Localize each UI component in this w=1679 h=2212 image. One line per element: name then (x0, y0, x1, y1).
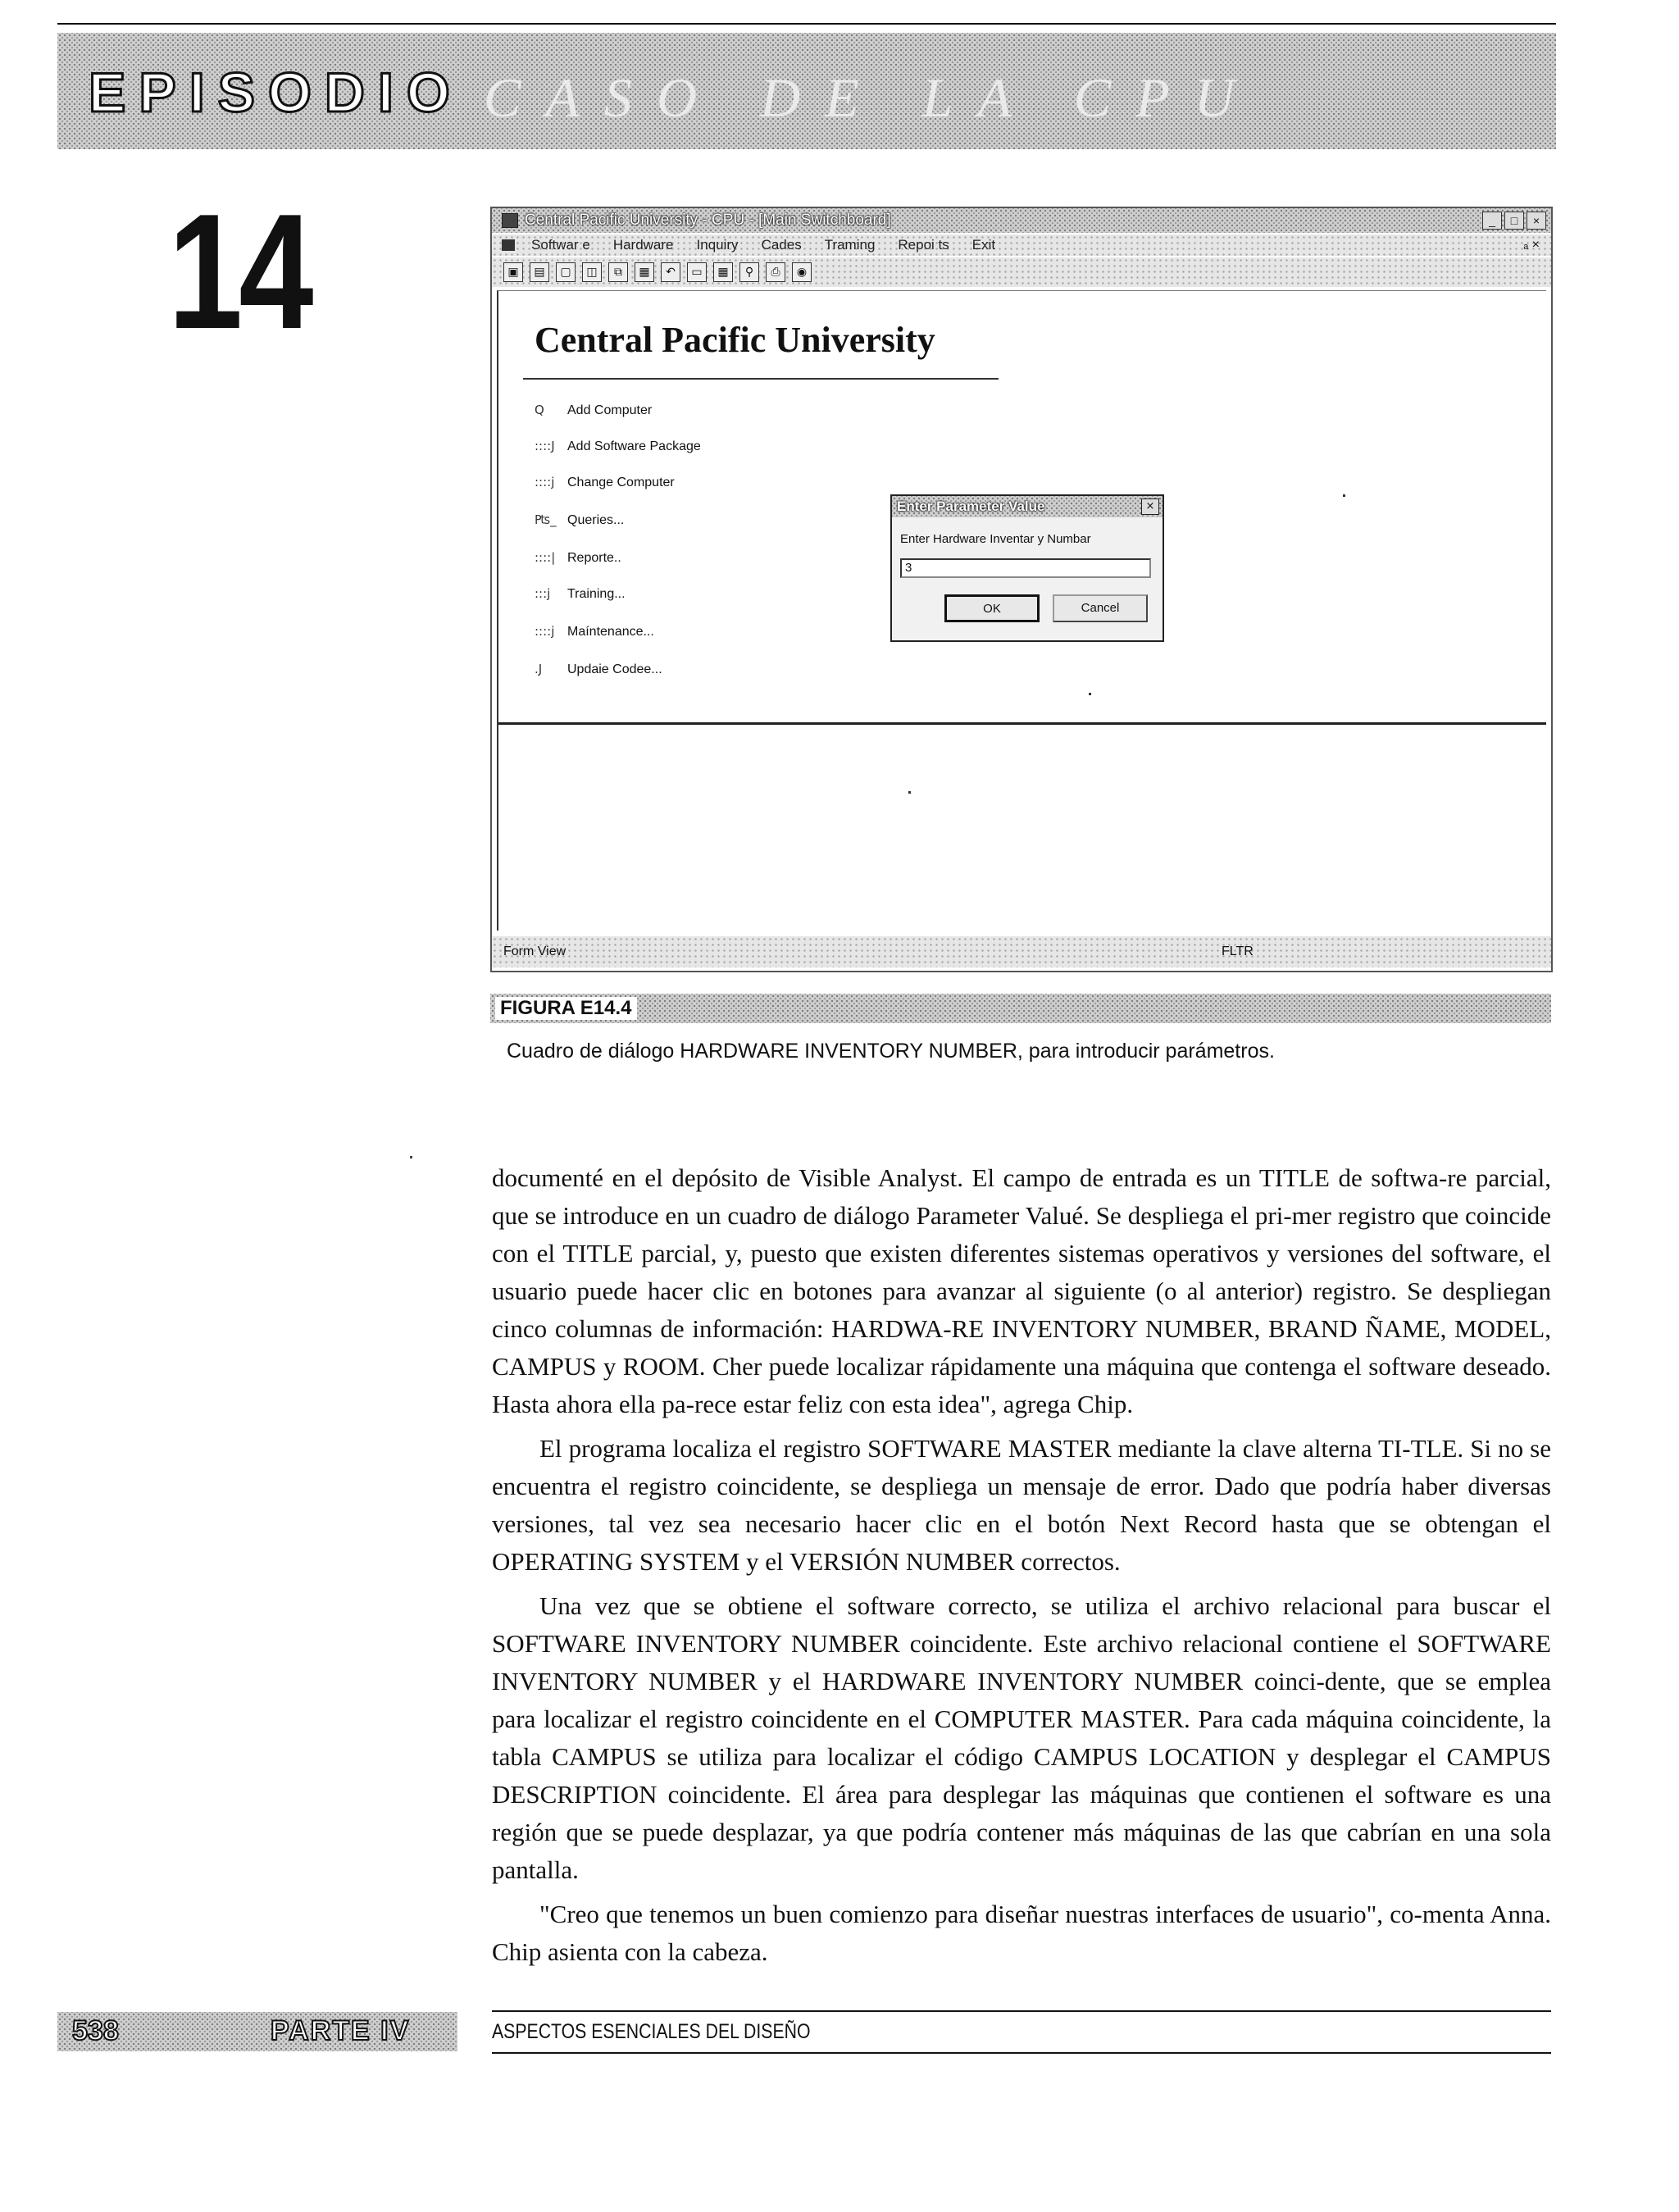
menu-inquiry[interactable]: Inquiry (696, 237, 739, 253)
title-divider (523, 378, 999, 380)
switchboard-button-icon[interactable]: ₧_ (535, 512, 557, 527)
switchboard-item-queries[interactable] (535, 512, 624, 529)
new-icon[interactable]: ▢ (556, 262, 576, 282)
menu-exit[interactable]: Exit (971, 237, 996, 253)
figure-label: FIGURA E14.4 (495, 997, 637, 1020)
switchboard-item-maintenance[interactable] (535, 624, 654, 640)
scan-speck (410, 1156, 412, 1158)
table-icon[interactable]: ▦ (713, 262, 733, 282)
paragraph: El programa localiza el registro SOFTWARE MASTER mediante la clave alterna TI-TLE. Si no se encuentra el registro coincidente, se despliega un mensaje de error. Dado que podría haber diversas versiones, tal vez sea necesario hacer clic en el botón Next Record hasta que se obtengan el OPERATING SYSTEM y el VERSIÓN NUMBER correctos. (492, 1434, 1551, 1576)
footer-rule-top (492, 2010, 1551, 2012)
form-divider (498, 722, 1546, 725)
page-number: 538 (72, 2015, 119, 2046)
menu-software[interactable]: Softwar e (531, 237, 590, 253)
parameter-input[interactable]: 3 (900, 558, 1151, 578)
app-window (490, 207, 1553, 972)
close-button[interactable]: × (1527, 212, 1546, 230)
minimize-button[interactable]: _ (1482, 212, 1502, 230)
switchboard-item-label: Add Computer (567, 403, 653, 417)
switchboard-item-training[interactable] (535, 586, 626, 603)
window-titlebar (492, 208, 1551, 233)
episode-subtitle: CASO DE LA CPU (484, 66, 1259, 129)
switchboard-item-label: Add Software Package (567, 439, 701, 453)
dialog-close-button[interactable]: × (1141, 498, 1159, 515)
status-view-mode: Form View (503, 944, 566, 958)
window-controls (1482, 212, 1546, 230)
running-footer-title: ASPECTOS ESENCIALES DEL DISEÑO (492, 2020, 811, 2043)
switchboard-item-change-computer[interactable] (535, 475, 675, 491)
form-icon[interactable]: ▭ (687, 262, 707, 282)
menu-codes[interactable]: Cades (761, 237, 802, 253)
body-text (492, 1159, 1551, 1978)
dialog-prompt: Enter Hardware Inventar y Numbar (900, 532, 1091, 546)
cancel-button[interactable]: Cancel (1053, 594, 1148, 622)
part-label: PARTE IV (271, 2015, 411, 2046)
maximize-button[interactable]: □ (1504, 212, 1524, 230)
paragraph: Una vez que se obtiene el software correcto, se utiliza el archivo relacional para buscar el SOFTWARE INVENTORY NUMBER coincidente. Este archivo relacional contiene el SOFTWARE INVENTORY NUMBER y el HARDWARE INVENTORY NUMBER coinci-dente, que se emplea para localizar el registro coincidente en el COMPUTER MASTER. Para cada máquina coincidente, la tabla CAMPUS se utiliza para localizar el código CAMPUS LOCATION y desplegar el CAMPUS DESCRIPTION coincidente. El área para desplegar las máquinas que contienen el software es una región que se puede desplazar, ya que podría contener más máquinas de las que cabrían en una sola pantalla. (492, 1591, 1551, 1884)
paste-icon[interactable]: ▦ (635, 262, 654, 282)
switchboard-item-add-computer[interactable] (535, 403, 652, 419)
copy-icon[interactable]: ⧉ (608, 262, 628, 282)
dialog-titlebar (892, 496, 1163, 517)
switchboard-item-reports[interactable] (535, 550, 621, 567)
paragraph: documenté en el depósito de Visible Analyst. El campo de entrada es un TITLE de softwa-re parcial, que se introduce en un cuadro de diálogo Parameter Valué. Se despliega el pri-mer registro que coincide con el TITLE parcial, y, puesto que existen diferentes sistemas operativos y versiones del software, el usuario puede hacer clic en botones para avanzar al siguiente (o al anterior) registro. Se despliegan cinco columnas de información: HARDWA-RE INVENTORY NUMBER, BRAND ÑAME, MODEL, CAMPUS y ROOM. Cher puede localizar rápidamente una máquina que contenga el software deseado. Hasta ahora ella pa-rece estar feliz con esta idea", agrega Chip. (492, 1163, 1551, 1418)
footer-band (57, 2012, 457, 2051)
database-icon[interactable]: ◉ (792, 262, 812, 282)
mdi-controls[interactable]: ₐ × (1523, 238, 1540, 252)
print-icon[interactable]: ▤ (530, 262, 549, 282)
ok-button[interactable]: OK (944, 594, 1040, 622)
chapter-number: 14 (168, 180, 310, 363)
top-rule (57, 23, 1556, 25)
switchboard-item-label: Queries... (567, 513, 625, 527)
switchboard-item-label: Reporte.. (567, 551, 621, 565)
switchboard-item-label: Change Computer (567, 476, 675, 489)
window-title: Central Pacific University - CPU - [Main Switchboard] (525, 212, 891, 229)
switchboard-button-icon[interactable]: .J (535, 662, 543, 676)
switchboard-form (497, 290, 1546, 931)
document-icon (502, 239, 515, 251)
form-title: Central Pacific University (535, 320, 935, 360)
switchboard-item-label: Maíntenance... (567, 625, 654, 639)
switchboard-button-icon[interactable]: ::::j (535, 475, 555, 489)
switchboard-button-icon[interactable]: ::::j (535, 624, 555, 639)
scan-speck (1343, 494, 1345, 497)
menu-reports[interactable]: Repoi ts (898, 237, 949, 253)
switchboard-button-icon[interactable]: :::j (535, 586, 551, 601)
switchboard-item-update-codes[interactable] (535, 662, 662, 678)
figure-caption: Cuadro de diálogo HARDWARE INVENTORY NUMBER, para introducir parámetros. (507, 1040, 1275, 1063)
dialog-title: Enter Parameter Value (897, 498, 1045, 514)
parameter-dialog (890, 494, 1164, 642)
status-bar (492, 936, 1551, 967)
menu-training[interactable]: Traming (824, 237, 876, 253)
menu-hardware[interactable]: Hardware (612, 237, 674, 253)
paragraph: "Creo que tenemos un buen comienzo para diseñar nuestras interfaces de usuario", co-menta Anna. Chip asienta con la cabeza. (492, 1900, 1551, 1966)
toolbar (492, 257, 1551, 287)
scan-speck (908, 791, 911, 794)
switchboard-button-icon[interactable]: ::::| (535, 550, 556, 565)
open-icon[interactable]: ◫ (582, 262, 602, 282)
printer-icon[interactable]: ⎙ (766, 262, 785, 282)
save-icon[interactable]: ▣ (503, 262, 523, 282)
app-icon (502, 213, 518, 228)
filter-icon[interactable]: ⚲ (739, 262, 759, 282)
footer-rule-bottom (492, 2052, 1551, 2054)
switchboard-item-label: Updaie Codee... (567, 662, 662, 676)
status-filter-indicator: FLTR (1222, 944, 1254, 958)
switchboard-item-add-software[interactable] (535, 439, 701, 455)
switchboard-button-icon[interactable]: Q (535, 403, 544, 417)
switchboard-button-icon[interactable]: ::::J (535, 439, 555, 453)
undo-icon[interactable]: ↶ (661, 262, 680, 282)
episode-label: EPISODIO (89, 61, 463, 124)
figure-label-band (490, 994, 1551, 1023)
menu-bar (492, 234, 1551, 256)
scan-speck (1089, 693, 1091, 695)
episode-banner (57, 33, 1556, 149)
switchboard-item-label: Training... (567, 587, 626, 601)
